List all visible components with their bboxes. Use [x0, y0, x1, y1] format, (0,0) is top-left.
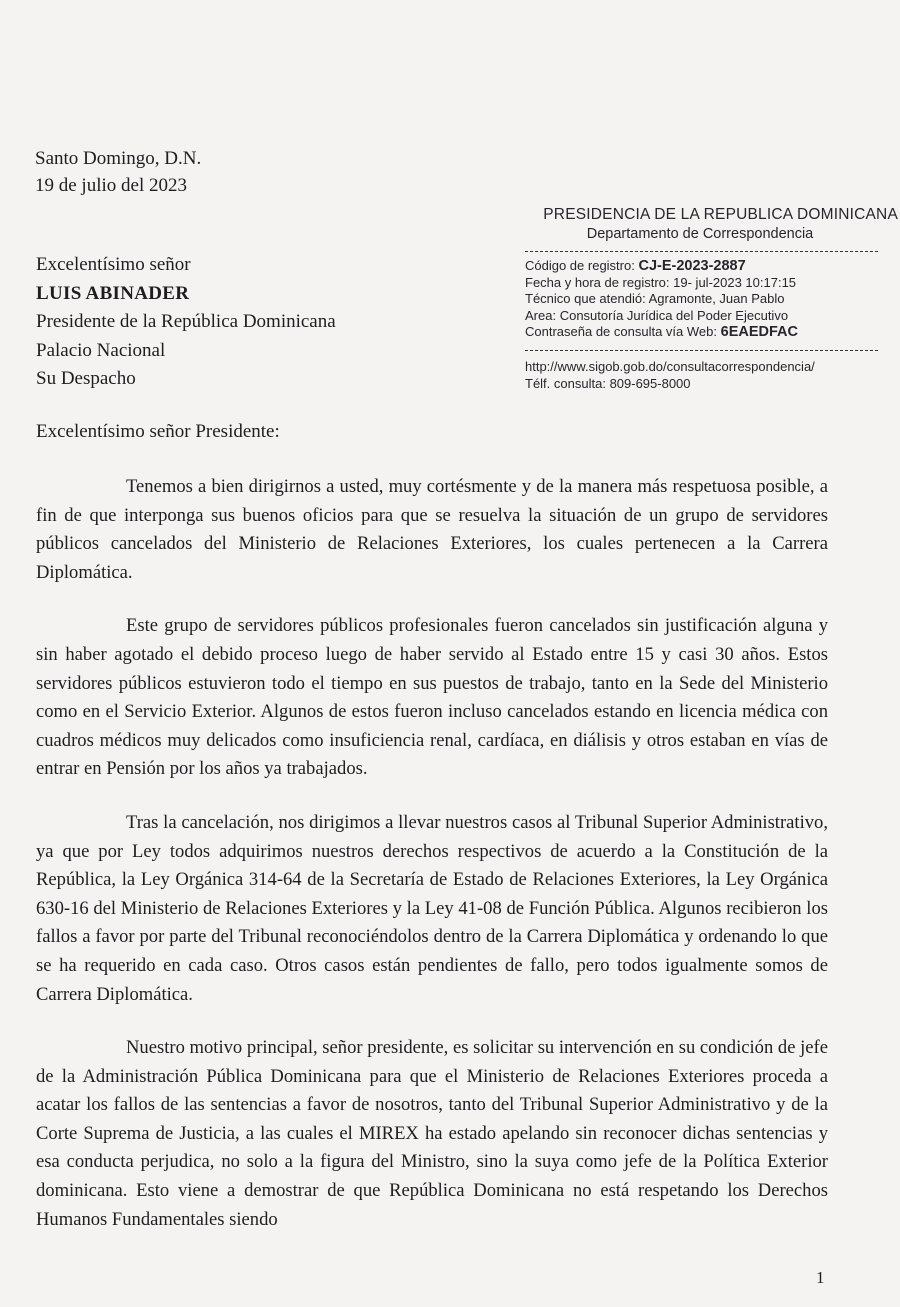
- stamp-divider: [525, 350, 878, 351]
- stamp-area-label: Area:: [525, 307, 557, 323]
- recipient-block: [36, 251, 336, 394]
- stamp-divider: [525, 251, 878, 252]
- stamp-datetime-row: [525, 275, 898, 292]
- stamp-url: http://www.sigob.gob.do/consultacorrespondencia/: [525, 358, 815, 374]
- body-paragraph: Tenemos a bien dirigirnos a usted, muy cortésmente y de la manera más respetuosa posible, a fin de que interponga sus buenos oficios para que se resuelva la situación de un grupo de servidores públicos cancelados del Ministerio de Relaciones Exteriores, los cuales pertenecen a la Carrera Diplomática.: [36, 476, 828, 583]
- recipient-position: Presidente de la República Dominicana: [36, 311, 336, 332]
- stamp-area-row: [525, 308, 898, 325]
- stamp-password-label: Contraseña de consulta vía Web:: [525, 324, 717, 339]
- recipient-title: Excelentísimo señor: [36, 254, 191, 275]
- stamp-registry-code-label: Código de registro:: [525, 258, 635, 273]
- stamp-password: 6EAEDFAC: [720, 324, 798, 340]
- stamp-area: Consutoría Jurídica del Poder Ejecutivo: [559, 307, 789, 323]
- stamp-datetime-label: Fecha y hora de registro:: [525, 274, 670, 290]
- body-paragraph: Tras la cancelación, nos dirigimos a llevar nuestros casos al Tribunal Superior Administrativo, ya que por Ley todos adquirimos nuestros derechos respectivos de acuerdo a la Constitución de la República, la Ley Orgánica 314-64 de la Secretaría de Estado de Relaciones Exteriores, la Ley Orgánica 630-16 del Ministerio de Relaciones Exteriores y la Ley 41-08 de Función Pública. Algunos recibieron los fallos a favor por parte del Tribunal reconociéndolos dentro de la Carrera Diplomática y ordenando lo que se ha requerido en cada caso. Otros casos están pendientes de fallo, pero todos igualmente somos de Carrera Diplomática.: [36, 811, 828, 1005]
- stamp-phone-row: [525, 375, 898, 392]
- place-date-block: [35, 145, 201, 199]
- letter-body: [36, 473, 828, 1259]
- stamp-registry-code: CJ-E-2023-2887: [638, 258, 746, 274]
- stamp-details: [522, 258, 898, 341]
- stamp-technician-row: [525, 291, 898, 308]
- stamp-phone: 809-695-8000: [609, 375, 691, 391]
- registry-stamp: [522, 206, 898, 392]
- letter-place: Santo Domingo, D.N.: [35, 148, 202, 169]
- stamp-technician-label: Técnico que atendió:: [525, 291, 646, 306]
- page-number: 1: [816, 1268, 825, 1287]
- stamp-registry-code-row: [525, 258, 898, 275]
- recipient-address: Palacio Nacional: [36, 339, 166, 361]
- salutation: Excelentísimo señor Presidente:: [36, 421, 280, 442]
- stamp-contact: [522, 358, 898, 392]
- stamp-department: Departamento de Correspondencia: [586, 226, 814, 242]
- stamp-datetime: 19- jul-2023 10:17:15: [673, 274, 797, 290]
- recipient-name: LUIS ABINADER: [36, 282, 190, 304]
- body-paragraph: Nuestro motivo principal, señor presidente, es solicitar su intervención en su condición de jefe de la Administración Pública Dominicana para que el Ministerio de Relaciones Exteriores proceda a acatar los fallos de las sentencias a favor de nosotros, tanto del Tribunal Superior Administrativo y de la Corte Suprema de Justicia, a las cuales el MIREX ha estado apelando sin reconocer dichas sentencias y esa conducta perjudica, no solo a la figura del Ministro, sino la suya como jefe de la Política Exterior dominicana. Esto viene a demostrar de que República Dominicana no está respetando los Derechos Humanos Fundamentales siendo: [36, 1037, 828, 1230]
- stamp-password-row: [525, 324, 898, 341]
- stamp-technician: Agramonte, Juan Pablo: [648, 291, 785, 306]
- letter-date: 19 de julio del 2023: [35, 175, 187, 196]
- recipient-closing-line: Su Despacho: [36, 368, 136, 389]
- stamp-phone-label: Télf. consulta:: [525, 375, 606, 391]
- stamp-organization: PRESIDENCIA DE LA REPUBLICA DOMINICANA: [543, 206, 898, 223]
- body-paragraph: Este grupo de servidores públicos profesionales fueron cancelados sin justificación alguna y sin haber agotado el debido proceso luego de haber servido al Estado entre 15 y casi 30 años. Estos servidores públicos estuvieron todo el tiempo en sus puestos de trabajo, tanto en la Sede del Ministerio como en el Servicio Exterior. Algunos de estos fueron incluso cancelados estando en licencia médica con cuadros médicos muy delicados como insuficiencia renal, cardíaca, en diálisis y otros estaban en vías de entrar en Pensión por los años ya trabajados.: [36, 615, 828, 780]
